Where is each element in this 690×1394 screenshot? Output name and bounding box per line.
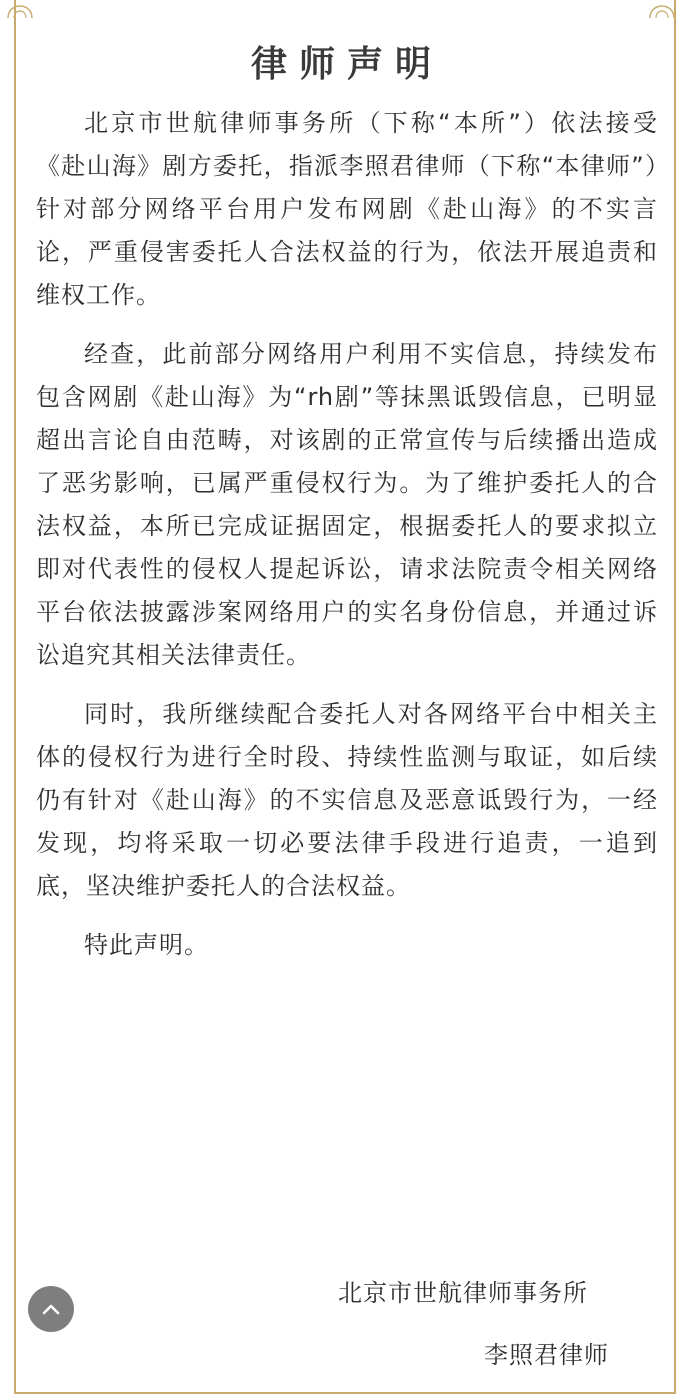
frame-corner-ornament-icon [648,4,676,20]
statement-title: 律师声明 [250,44,443,85]
closing-line: 特此声明。 [84,931,209,959]
scroll-to-top-button[interactable] [28,1286,74,1332]
chevron-up-icon [41,1302,61,1316]
signature-lawyer: 李照君律师 [484,1341,609,1369]
signature-firm: 北京市世航律师事务所 [338,1279,588,1307]
paragraph-findings: 经查，此前部分网络用户利用不实信息，持续发布包含网剧《赴山海》为“rh剧”等抹黑诋毁信息，已明显超出言论自由范畴，对该剧的正常宣传与后续播出造成了恶劣影响，已属严重侵权行为。为了维护委托人的合法权益，本所已完成证据固定，根据委托人的要求拟立即对代表性的侵权人提起诉讼，请求法院责令相关网络平台依法披露涉案网络用户的实名身份信息，并通过诉讼追究其相关法律责任。 [36,340,658,669]
statement-body [36,34,658,967]
paragraph-measures: 同时，我所继续配合委托人对各网络平台中相关主体的侵权行为进行全时段、持续性监测与取证，如后续仍有针对《赴山海》的不实信息及恶意诋毁行为，一经发现，均将采取一切必要法律手段进行追责，一追到底，坚决维护委托人的合法权益。 [36,700,658,900]
paragraph-intro: 北京市世航律师事务所（下称“本所”）依法接受《赴山海》剧方委托，指派李照君律师（下称“本律师”）针对部分网络平台用户发布网剧《赴山海》的不实言论，严重侵害委托人合法权益的行为，依法开展追责和维权工作。 [36,109,658,309]
frame-corner-ornament-icon [6,4,34,20]
